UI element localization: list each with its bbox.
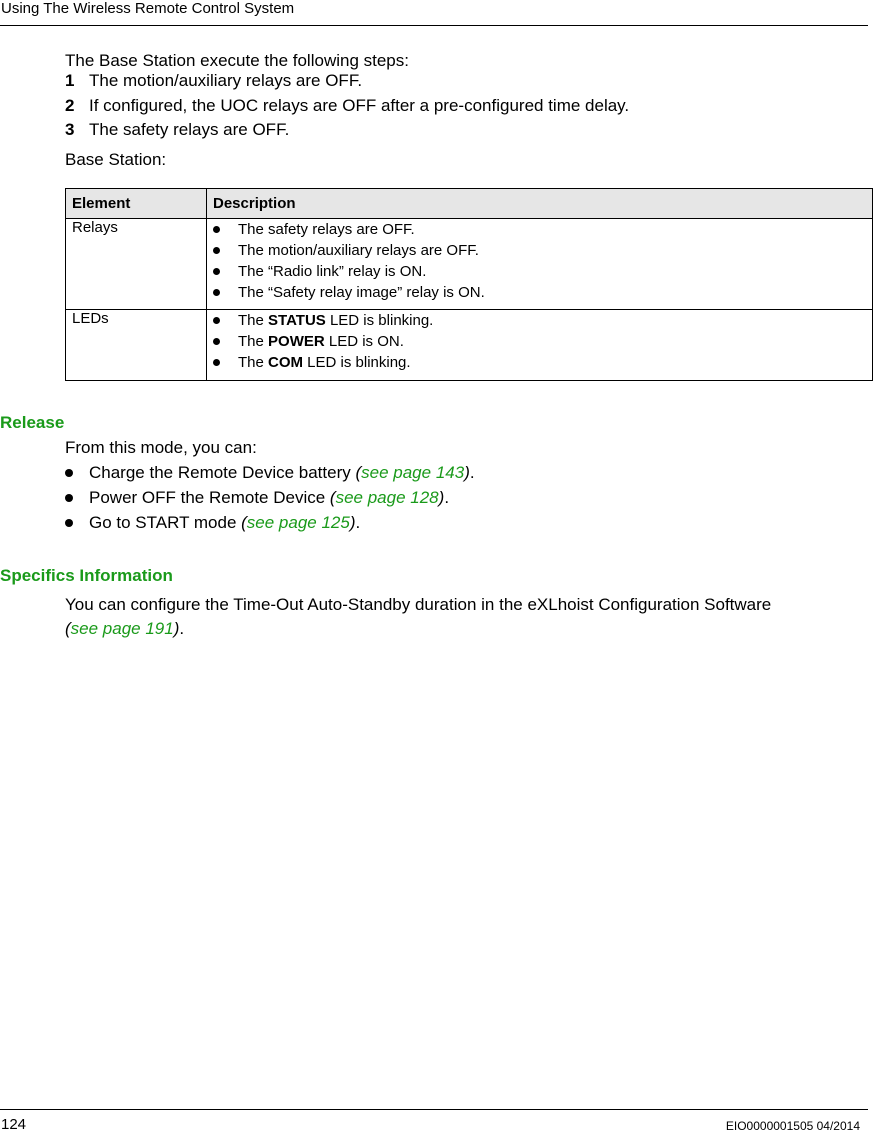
release-options-list <box>65 460 475 535</box>
step-item <box>65 94 629 119</box>
led-name: POWER <box>268 333 325 350</box>
list-item: The “Safety relay image” relay is ON. <box>213 282 866 303</box>
release-intro: From this mode, you can: <box>65 438 257 457</box>
led-name: STATUS <box>268 312 326 329</box>
table-row <box>66 310 873 381</box>
step-item <box>65 69 629 94</box>
step-number: 1 <box>65 71 75 90</box>
bullet-icon <box>213 317 220 324</box>
description-cell <box>207 310 873 381</box>
document-reference: EIO0000001505 04/2014 <box>725 1119 860 1133</box>
list-item: The COM LED is blinking. <box>213 352 866 373</box>
bullet-icon <box>65 469 73 477</box>
page-number: 124 <box>1 1116 27 1133</box>
element-cell: Relays <box>66 219 207 310</box>
list-item: The POWER LED is ON. <box>213 331 866 352</box>
list-item: The safety relays are OFF. <box>213 219 866 240</box>
step-text: The motion/auxiliary relays are OFF. <box>89 71 363 90</box>
bullet-icon <box>213 338 220 345</box>
step-number: 2 <box>65 95 75 115</box>
description-cell <box>207 219 873 310</box>
list-item: The “Radio link” relay is ON. <box>213 261 866 282</box>
step-number: 3 <box>65 120 75 139</box>
specifics-paragraph: You can configure the Time-Out Auto-Standby duration in the eXLhoist Configuration Software (see page 191). <box>65 595 772 638</box>
led-name: COM <box>268 354 304 371</box>
list-item: Charge the Remote Device battery (see page 143). <box>65 460 475 485</box>
step-list <box>65 69 629 143</box>
step-item <box>65 118 629 143</box>
list-item: Go to START mode (see page 125). <box>65 510 475 535</box>
table-header-row <box>66 189 873 219</box>
column-header-description: Description <box>207 189 873 219</box>
see-page-link[interactable]: (see page 143) <box>355 463 470 482</box>
step-text: The safety relays are OFF. <box>89 120 290 139</box>
step-text: If configured, the UOC relays are OFF after a pre-configured time delay. <box>89 95 630 115</box>
see-page-link[interactable]: (see page 128) <box>329 488 445 507</box>
see-page-link[interactable]: (see page 191) <box>65 619 180 638</box>
bullet-icon <box>65 519 73 527</box>
bullet-icon <box>213 359 220 366</box>
bullet-icon <box>65 494 73 502</box>
column-header-element: Element <box>66 189 207 219</box>
list-item: Power OFF the Remote Device (see page 128). <box>65 485 475 510</box>
description-list <box>213 310 866 373</box>
bullet-icon <box>213 289 220 296</box>
base-station-label: Base Station: <box>65 150 167 169</box>
intro-text: The Base Station execute the following steps: <box>65 51 409 70</box>
list-item: The motion/auxiliary relays are OFF. <box>213 240 866 261</box>
release-heading: Release <box>0 413 65 432</box>
specifics-heading: Specifics Information <box>0 566 173 585</box>
bullet-icon <box>213 226 220 233</box>
see-page-link[interactable]: (see page 125) <box>241 513 356 532</box>
bullet-icon <box>213 247 220 254</box>
base-station-table <box>65 188 873 381</box>
running-header: Using The Wireless Remote Control System <box>1 0 295 17</box>
header-divider <box>0 25 868 26</box>
bullet-icon <box>213 268 220 275</box>
footer-divider <box>0 1109 868 1110</box>
table-row <box>66 219 873 310</box>
description-list <box>213 219 866 303</box>
element-cell: LEDs <box>66 310 207 381</box>
list-item: The STATUS LED is blinking. <box>213 310 866 331</box>
